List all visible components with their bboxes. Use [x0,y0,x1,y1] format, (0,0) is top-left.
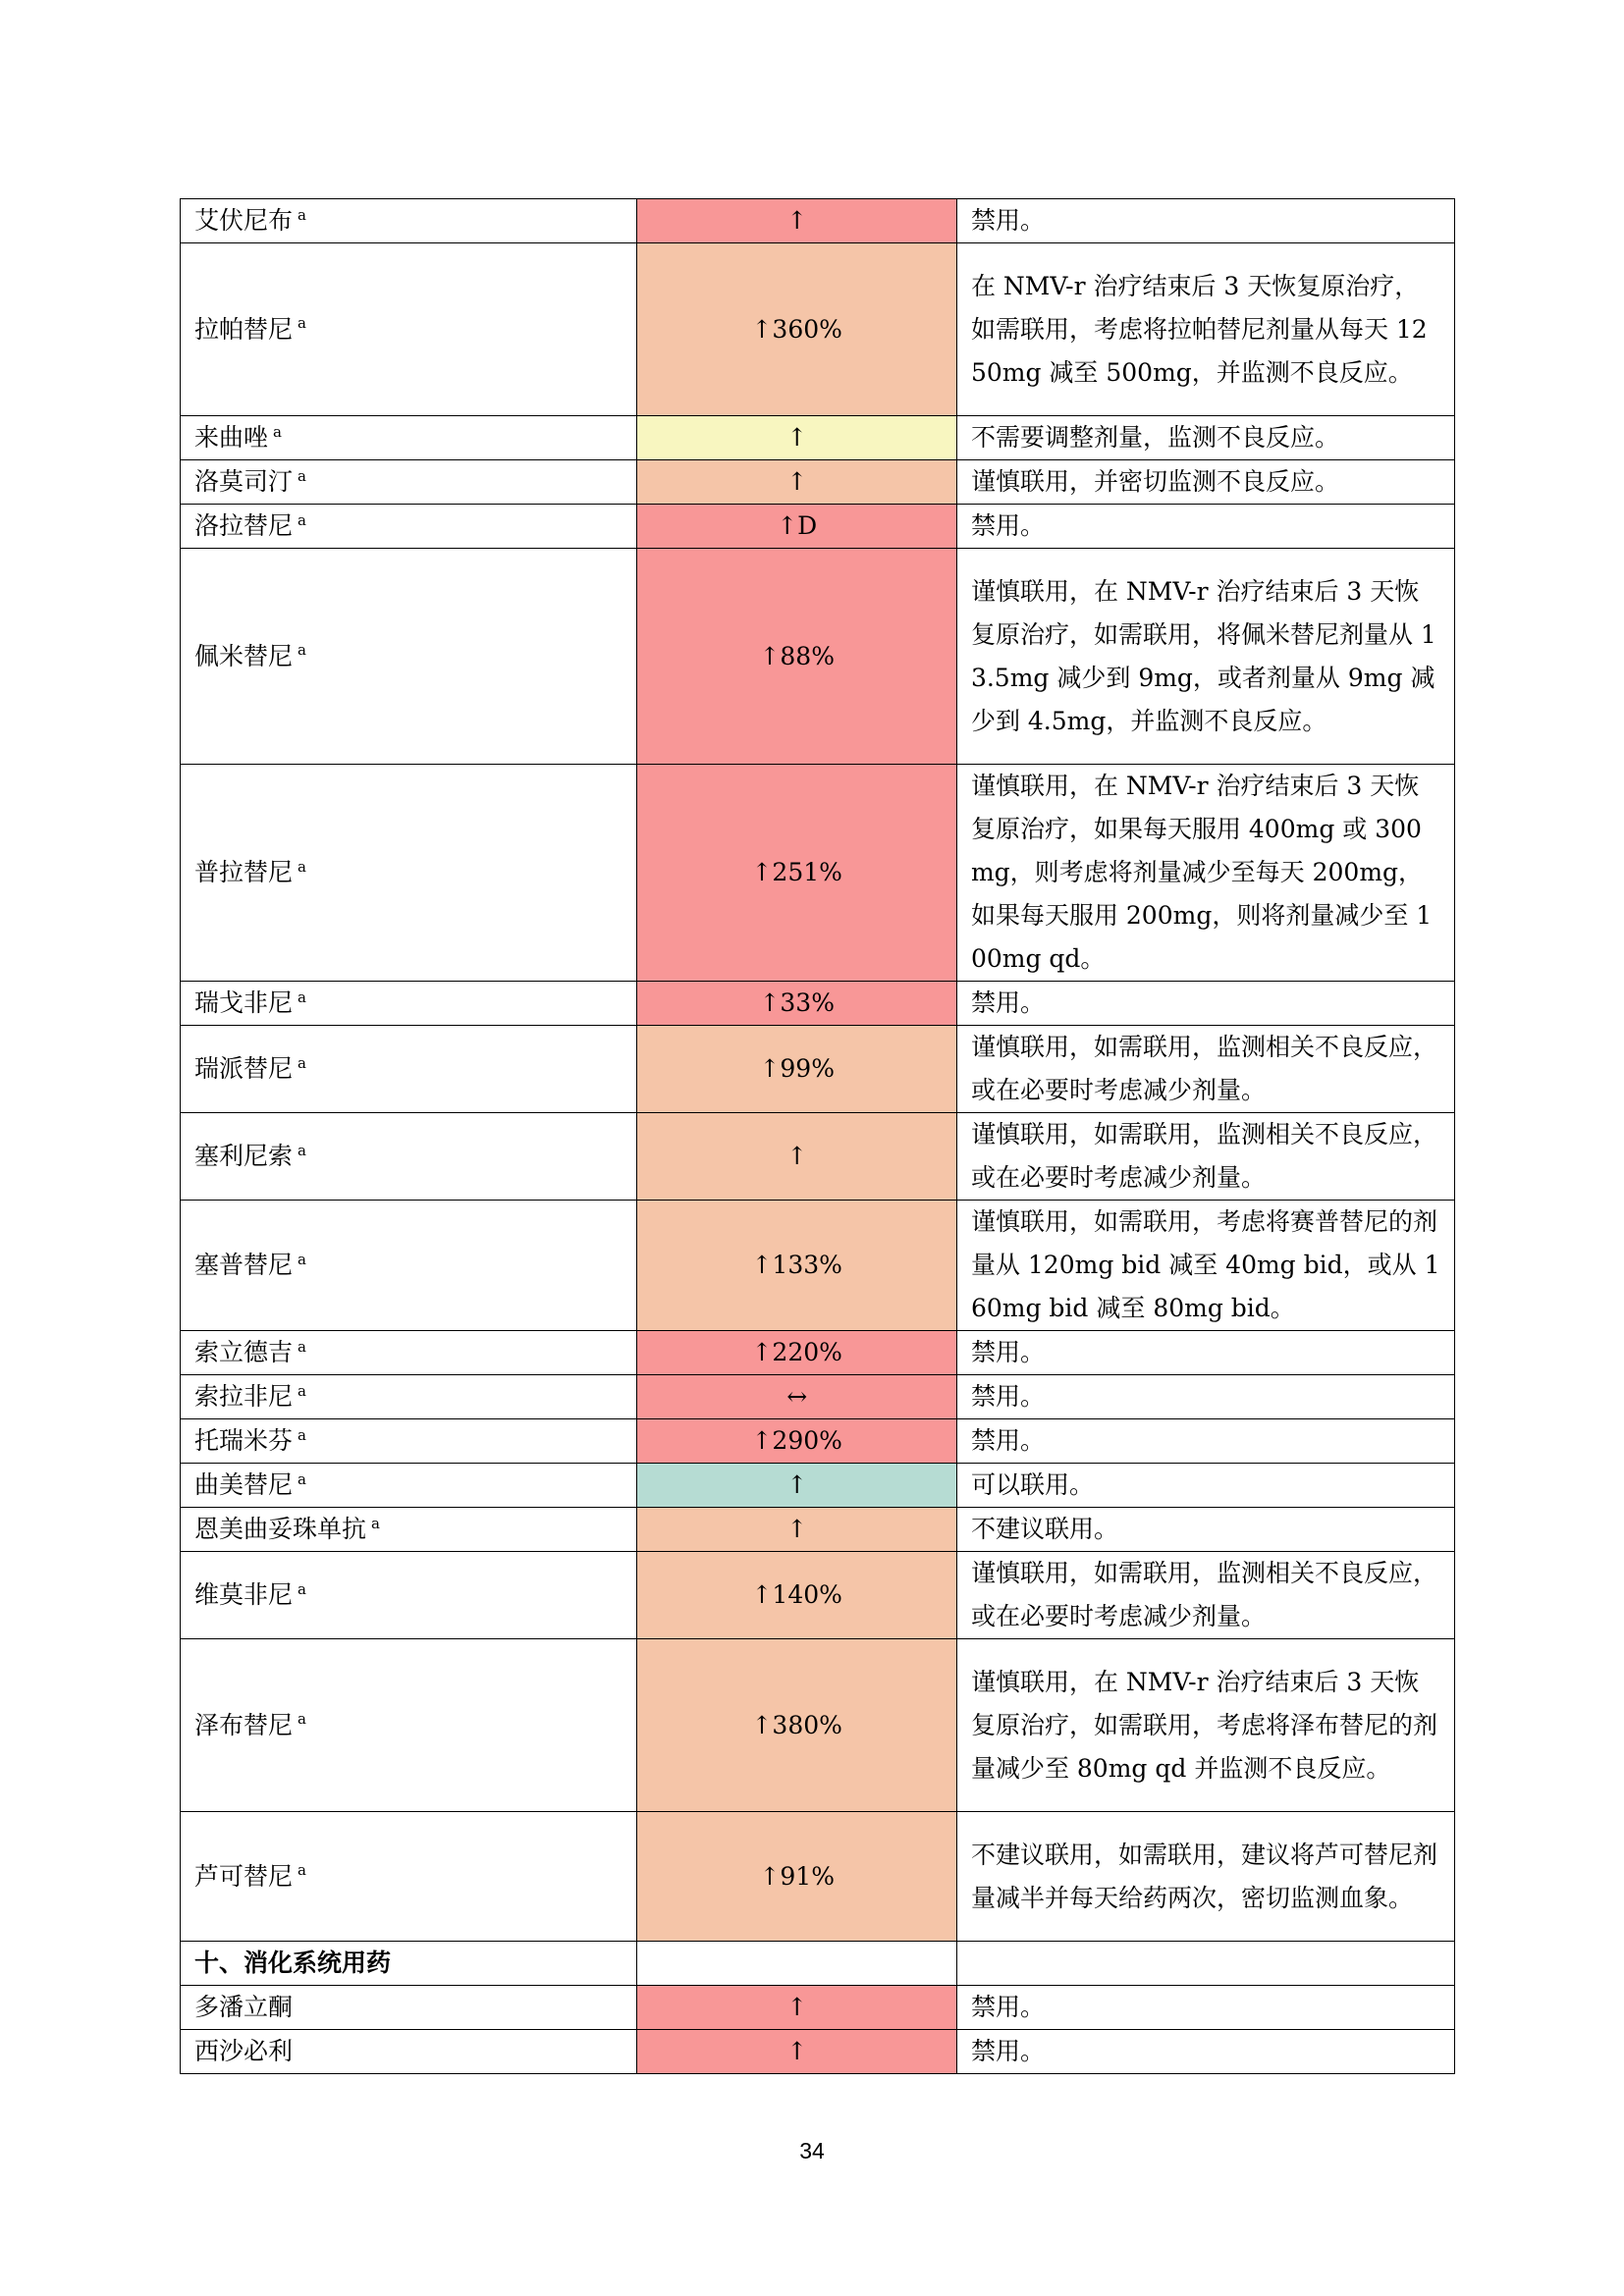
table-row [181,1331,1455,1375]
table-row [181,1113,1455,1201]
drug-name: 索立德吉 [194,1338,294,1366]
table-row [181,1464,1455,1508]
drug-name: 艾伏尼布 [194,206,294,235]
effect-cell [637,1331,957,1375]
effect-cell [637,982,957,1026]
drug-name-cell [181,1552,637,1639]
drug-name-cell [181,1201,637,1331]
table-row [181,1639,1455,1812]
recommendation-text: 在 NMV-r 治疗结束后 3 天恢复原治疗，如需联用，考虑将拉帕替尼剂量从每天 1250mg 减至 500mg，并监测不良反应。 [970,271,1428,387]
drug-name: 来曲唑 [194,423,269,452]
table-row [181,1508,1455,1552]
recommendation-cell [956,1113,1454,1201]
effect-value: ↑133% [751,1251,842,1279]
recommendation-text: 谨慎联用，在 NMV-r 治疗结束后 3 天恢复原治疗，如需联用，将佩米替尼剂量从 13.5mg 减少到 9mg，或者剂量从 9mg 减少到 4.5mg，并监测不良反应。 [970,576,1436,735]
drug-name-cell [181,1508,637,1552]
drug-name: 普拉替尼 [194,858,294,886]
recommendation-text: 谨慎联用，在 NMV-r 治疗结束后 3 天恢复原治疗，如需联用，考虑将泽布替尼的剂量减少至 80mg qd 并监测不良反应。 [970,1667,1437,1783]
drug-name-cell [181,1026,637,1113]
table-row [181,2030,1455,2074]
effect-value: ↑ [786,2037,808,2065]
footnote-marker: a [298,1337,306,1356]
drug-name: 多潘立酮 [194,1993,294,2021]
effect-value: ↑220% [751,1338,842,1366]
footnote-marker: a [298,466,306,485]
effect-value: ↑290% [751,1426,842,1455]
drug-name: 佩米替尼 [194,641,294,670]
recommendation-cell [956,505,1454,549]
drug-name: 洛拉替尼 [194,511,294,540]
recommendation-text: 禁用。 [970,1338,1045,1366]
drug-name: 曲美替尼 [194,1470,294,1499]
footnote-marker: a [298,205,306,224]
effect-cell [637,1639,957,1812]
drug-interaction-table [180,198,1455,2074]
recommendation-cell [956,1639,1454,1812]
table-row [181,243,1455,416]
footnote-marker: a [298,314,306,333]
recommendation-text: 禁用。 [970,988,1045,1017]
table-body [181,199,1455,2074]
recommendation-cell [956,982,1454,1026]
drug-name-cell [181,243,637,416]
effect-value: ↑380% [751,1710,842,1739]
table-row [181,1986,1455,2030]
effect-cell [637,243,957,416]
footnote-marker: a [298,988,306,1006]
drug-name-cell [181,1812,637,1942]
drug-name-cell [181,1464,637,1508]
footnote-marker: a [298,1710,306,1729]
recommendation-cell [956,1986,1454,2030]
drug-name-cell [181,1419,637,1464]
table-row [181,765,1455,982]
recommendation-text: 不建议联用，如需联用，建议将芦可替尼剂量减半并每天给药两次，密切监测血象。 [970,1840,1437,1912]
footnote-marker: a [298,1425,306,1444]
recommendation-text: 禁用。 [970,1382,1045,1411]
effect-cell [637,1201,957,1331]
footnote-marker: a [298,1141,306,1159]
recommendation-text: 禁用。 [970,1426,1045,1455]
recommendation-cell [956,1331,1454,1375]
recommendation-cell [956,1026,1454,1113]
drug-name-cell [181,199,637,243]
drug-name: 拉帕替尼 [194,314,294,344]
effect-value: ↑140% [751,1580,842,1609]
table-row [181,1552,1455,1639]
footnote-marker: a [298,510,306,529]
effect-cell [637,1026,957,1113]
footnote-marker: a [298,1579,306,1598]
recommendation-text: 谨慎联用，在 NMV-r 治疗结束后 3 天恢复原治疗，如果每天服用 400mg 或 300mg，则考虑将剂量减少至每天 200mg，如果每天服用 200mg，则将剂量减少至 100mg qd。 [970,772,1433,973]
effect-cell [637,1419,957,1464]
footnote-marker: a [298,857,306,876]
table-row [181,1812,1455,1942]
page-number: 34 [799,2138,825,2163]
category-row [181,1942,1455,1986]
effect-value: ↑ [786,467,808,496]
effect-cell [637,2030,957,2074]
table-row [181,1375,1455,1419]
effect-cell [637,1508,957,1552]
footnote-marker: a [298,1469,306,1488]
recommendation-cell [956,765,1454,982]
recommendation-text: 禁用。 [970,206,1045,235]
effect-value: ↑ [786,206,808,235]
footnote-marker: a [298,1053,306,1072]
drug-name: 塞利尼索 [194,1142,294,1170]
recommendation-cell [956,1375,1454,1419]
recommendation-cell [956,1419,1454,1464]
effect-cell [637,199,957,243]
effect-cell [637,416,957,460]
recommendation-text: 禁用。 [970,511,1045,540]
drug-name: 瑞派替尼 [194,1054,294,1083]
drug-name: 索拉非尼 [194,1382,294,1411]
recommendation-cell [956,1464,1454,1508]
effect-value: ↑88% [759,641,835,670]
recommendation-text: 不建议联用。 [970,1515,1118,1543]
effect-value: ↑ [786,1470,808,1499]
effect-cell [637,1942,957,1986]
drug-name: 泽布替尼 [194,1710,294,1739]
footnote-marker: a [273,422,282,441]
table-row [181,1419,1455,1464]
recommendation-cell [956,1552,1454,1639]
effect-value: ↑ [786,423,808,452]
recommendation-cell [956,243,1454,416]
effect-cell [637,1464,957,1508]
category-title: 十、消化系统用药 [194,1949,392,1977]
recommendation-text: 谨慎联用，如需联用，监测相关不良反应，或在必要时考虑减少剂量。 [970,1559,1437,1630]
effect-value: ↑99% [759,1054,835,1083]
effect-cell [637,1375,957,1419]
recommendation-cell [956,416,1454,460]
recommendation-cell [956,2030,1454,2074]
footnote-marker: a [298,1250,306,1268]
table-row [181,1201,1455,1331]
effect-value: ↑251% [751,858,842,886]
footnote-marker: a [298,641,306,660]
effect-value: ↑33% [759,988,835,1017]
table-row [181,199,1455,243]
footnote-marker: a [298,1861,306,1880]
drug-name: 托瑞米芬 [194,1426,294,1455]
recommendation-text: 禁用。 [970,2037,1045,2065]
table-row [181,1026,1455,1113]
table-row [181,982,1455,1026]
footnote-marker: a [371,1514,380,1532]
recommendation-text: 禁用。 [970,1993,1045,2021]
recommendation-cell [956,199,1454,243]
recommendation-cell [956,1201,1454,1331]
drug-name-cell [181,1113,637,1201]
drug-name-cell [181,765,637,982]
effect-value: ↑360% [751,314,842,344]
effect-value: ↑ [786,1993,808,2021]
effect-value: ↑91% [759,1861,835,1891]
drug-name-cell [181,460,637,505]
effect-value: ↔ [786,1382,808,1411]
effect-cell [637,1812,957,1942]
effect-cell [637,1552,957,1639]
drug-name-cell [181,505,637,549]
recommendation-cell [956,460,1454,505]
drug-name-cell [181,1639,637,1812]
drug-name-cell [181,1331,637,1375]
drug-name: 西沙必利 [194,2037,294,2065]
effect-value: ↑ [786,1142,808,1170]
recommendation-cell [956,1942,1454,1986]
effect-value: ↑D [777,511,818,540]
drug-name: 恩美曲妥珠单抗 [194,1515,367,1543]
table-row [181,505,1455,549]
recommendation-cell [956,1508,1454,1552]
drug-name-cell [181,982,637,1026]
recommendation-cell [956,1812,1454,1942]
recommendation-text: 谨慎联用，如需联用，考虑将赛普替尼的剂量从 120mg bid 减至 40mg bid，或从 160mg bid 减至 80mg bid。 [970,1207,1440,1322]
drug-name-cell [181,1986,637,2030]
recommendation-text: 可以联用。 [970,1470,1094,1499]
effect-cell [637,765,957,982]
drug-name: 洛莫司汀 [194,467,294,496]
table-row [181,460,1455,505]
drug-name-cell [181,549,637,765]
effect-cell [637,1986,957,2030]
effect-cell [637,549,957,765]
effect-cell [637,460,957,505]
drug-name: 塞普替尼 [194,1251,294,1279]
drug-name: 瑞戈非尼 [194,988,294,1017]
recommendation-cell [956,549,1454,765]
footnote-marker: a [298,1381,306,1400]
recommendation-text: 谨慎联用，如需联用，监测相关不良反应，或在必要时考虑减少剂量。 [970,1033,1437,1104]
table-row [181,549,1455,765]
effect-cell [637,1113,957,1201]
drug-name-cell [181,416,637,460]
effect-value: ↑ [786,1515,808,1543]
drug-name: 维莫非尼 [194,1580,294,1609]
drug-name-cell [181,1375,637,1419]
recommendation-text: 谨慎联用，如需联用，监测相关不良反应，或在必要时考虑减少剂量。 [970,1120,1437,1192]
recommendation-text: 不需要调整剂量，监测不良反应。 [970,423,1339,452]
table-row [181,416,1455,460]
drug-name: 芦可替尼 [194,1861,294,1891]
category-title-cell [181,1942,637,1986]
drug-name-cell [181,2030,637,2074]
effect-cell [637,505,957,549]
recommendation-text: 谨慎联用，并密切监测不良反应。 [970,467,1339,496]
